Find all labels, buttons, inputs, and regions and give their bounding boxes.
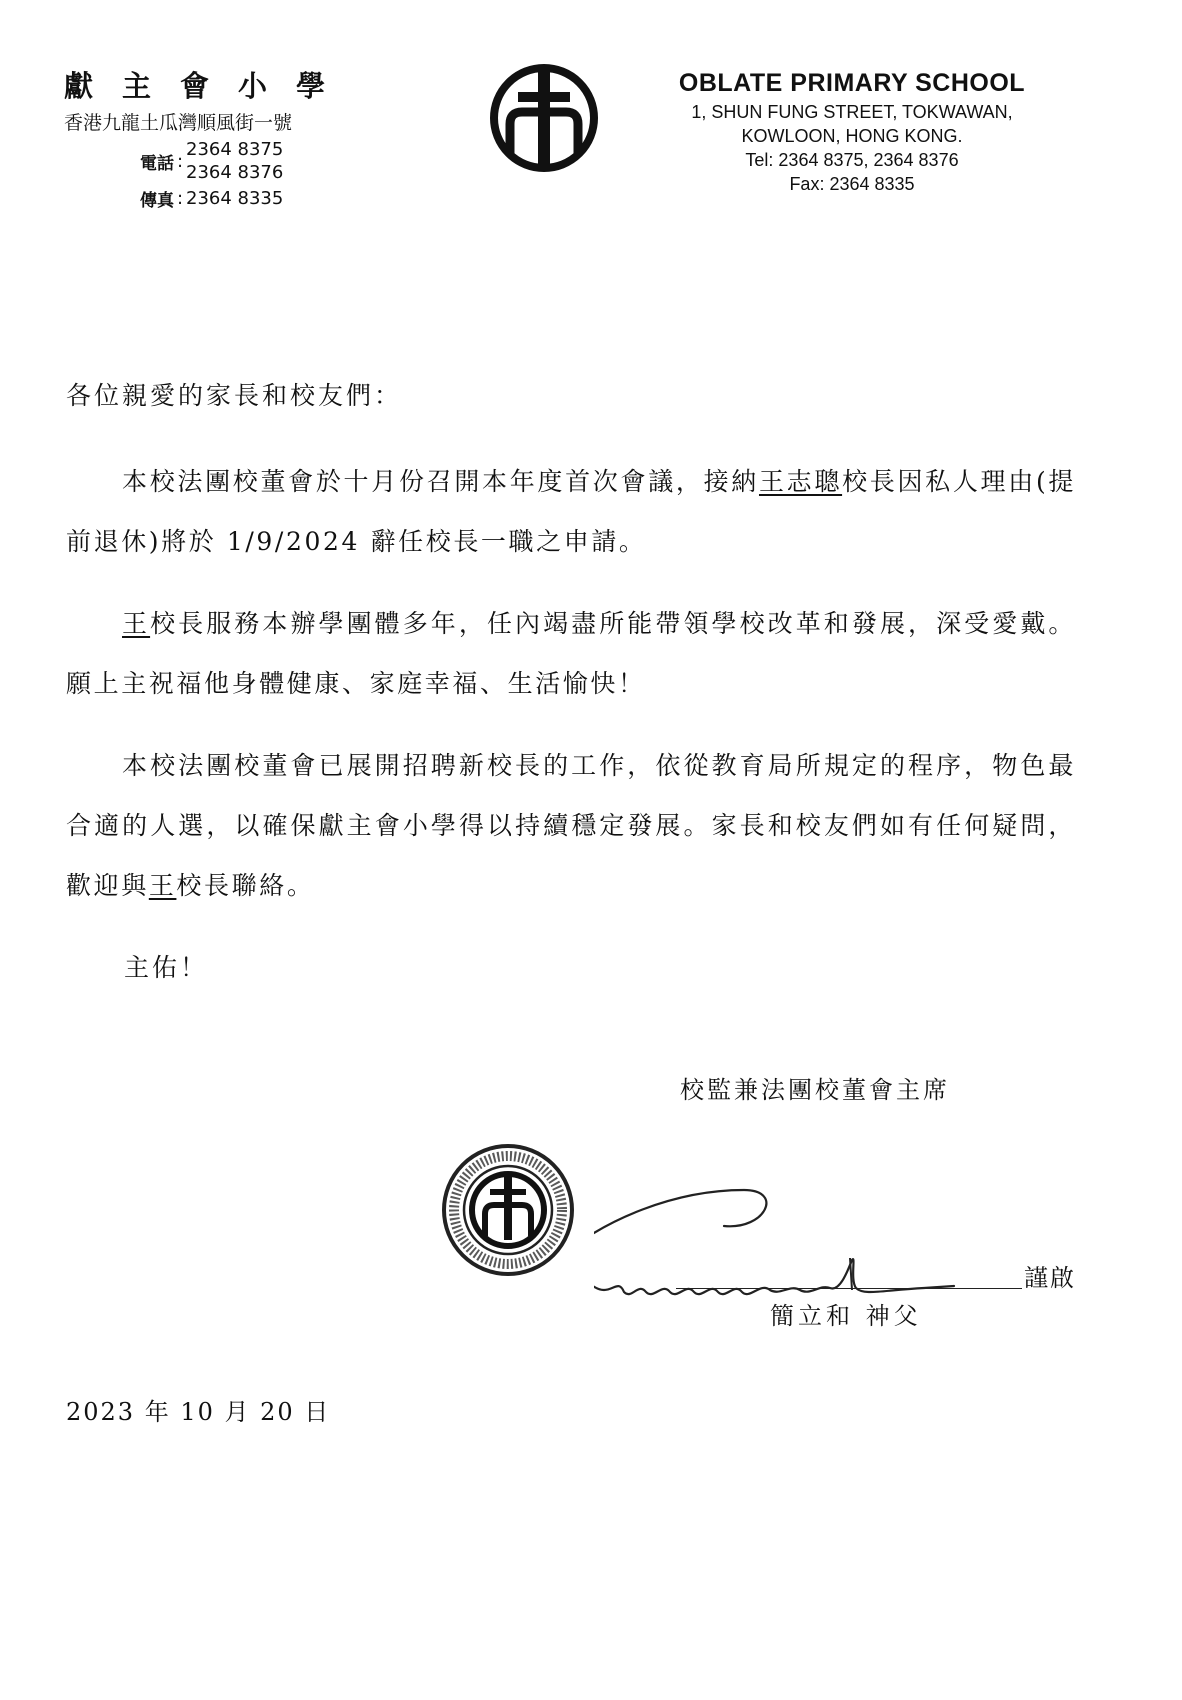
- fax-label: 傳真: [140, 191, 174, 211]
- signatory-title: 校監兼法團校董會主席: [680, 1076, 950, 1104]
- paragraph-2-text: 校長服務本辦學團體多年，任內竭盡所能帶領學校改革和發展，深受愛戴。願上主祝福他身體健康、家庭幸福、生活愉快！: [66, 609, 1076, 698]
- committee-seal-icon: [440, 1142, 576, 1278]
- paragraph-3: [66, 736, 1076, 916]
- fax-number: 2364 8335: [186, 188, 284, 209]
- principal-full-name: 王志聰: [758, 467, 843, 496]
- phone-number-2: 2364 8376: [186, 162, 284, 183]
- school-tel-en: Tel: 2364 8375, 2364 8376: [745, 150, 959, 170]
- school-address-en-line-1: 1, SHUN FUNG STREET, TOKWAWAN,: [691, 102, 1013, 122]
- cross-school-emblem-icon: [488, 62, 600, 174]
- blessing: 主佑！: [124, 953, 209, 982]
- school-address-zh: 香港九龍土瓜灣順風街一號: [64, 112, 293, 134]
- signature-line: [676, 1288, 1022, 1289]
- school-fax-en: Fax: 2364 8335: [789, 174, 915, 194]
- paragraph-3-text-b: 校長聯絡。: [176, 871, 315, 900]
- phone-label: 電話: [140, 153, 174, 174]
- principal-surname-2: 王: [148, 871, 177, 900]
- school-address-en-line-2: KOWLOON, HONG KONG.: [741, 126, 963, 146]
- closing-phrase: 謹啟: [1024, 1264, 1076, 1292]
- letterhead-chinese: [64, 68, 384, 211]
- phone-number-1: 2364 8375: [186, 139, 284, 160]
- salutation: 各位親愛的家長和校友們：: [66, 381, 403, 410]
- paragraph-1-text-b: 校長因私人理由(提前退休)將於 1/9/2024 辭任校長一職之申請。: [66, 467, 1076, 556]
- handwritten-signature-icon: [594, 1150, 1034, 1300]
- paragraph-2: [66, 594, 1076, 714]
- letter-date: 2023 年 10 月 20 日: [66, 1398, 331, 1426]
- fax-colon: :: [176, 188, 184, 209]
- paragraph-1-text-a: 本校法團校董會於十月份召開本年度首次會議，接納: [122, 467, 759, 496]
- signatory-name: 簡立和 神父: [770, 1302, 922, 1330]
- principal-surname-1: 王: [122, 609, 151, 638]
- school-name-en: OBLATE PRIMARY SCHOOL: [678, 69, 1026, 97]
- phone-colon: :: [176, 150, 184, 172]
- school-name-zh: 獻主會小學: [64, 69, 355, 103]
- fax-block: [64, 186, 384, 211]
- phone-numbers: [186, 138, 283, 184]
- paragraph-1: [66, 452, 1076, 572]
- phone-block: [64, 138, 384, 184]
- paragraph-3-text-a: 本校法團校董會已展開招聘新校長的工作，依從教育局所規定的程序，物色最合適的人選，以確保獻主會小學得以持續穩定發展。家長和校友們如有任何疑問，歡迎與: [66, 751, 1076, 900]
- letterhead-english: [642, 66, 1062, 196]
